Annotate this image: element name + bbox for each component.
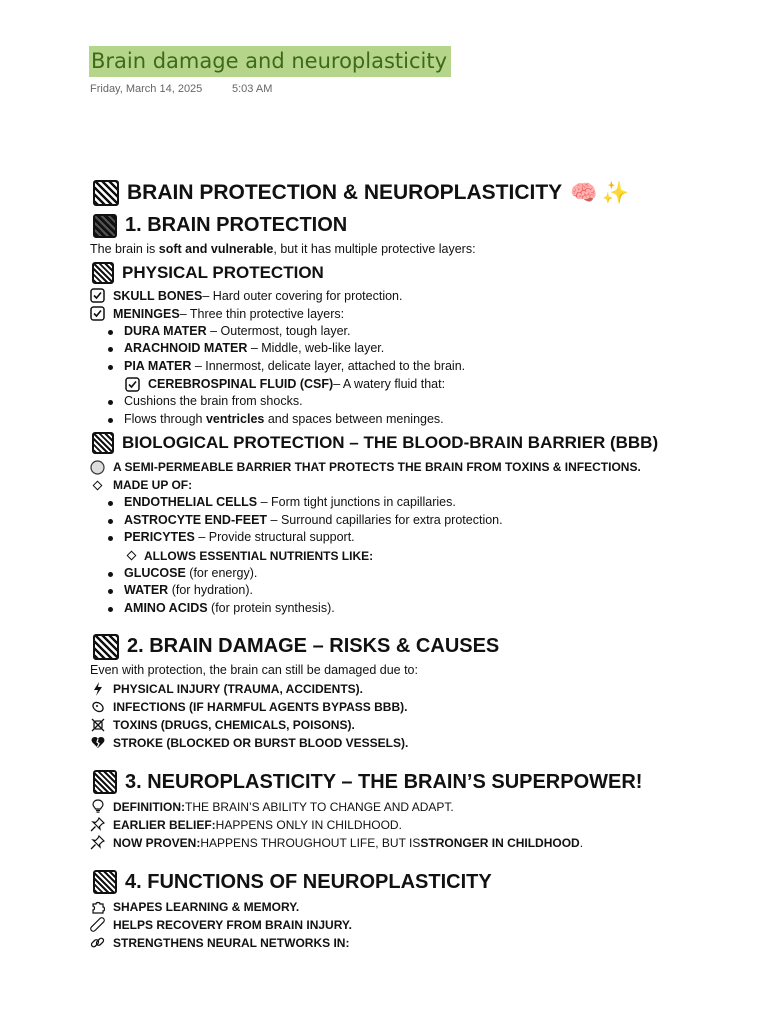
lightning-icon (90, 681, 105, 696)
link-icon (90, 935, 105, 950)
list-item: STRENGTHENS NEURAL NETWORKS IN: (90, 934, 750, 952)
earlier-belief-item: EARLIER BELIEF: HAPPENS ONLY IN CHILDHOOD. (90, 816, 750, 834)
broken-heart-icon (90, 735, 105, 750)
sparkles-icon: ✨ (601, 180, 629, 206)
page-title[interactable]: Brain damage and neuroplasticity (89, 46, 451, 77)
bandage-icon (90, 917, 105, 932)
list-item: PHYSICAL INJURY (TRAUMA, ACCIDENTS). (90, 680, 750, 698)
biological-heading-text: BIOLOGICAL PROTECTION – THE BLOOD-BRAIN BARRIER (BBB) (122, 433, 659, 452)
brain-icon: 🧠 (570, 180, 598, 206)
pushpin-icon (90, 817, 105, 832)
section4-heading (90, 867, 750, 898)
light-bulb-icon (90, 799, 105, 814)
puzzle-icon (90, 899, 105, 914)
check-box-icon (90, 306, 105, 321)
note-content[interactable] (90, 176, 750, 952)
check-box-icon (125, 377, 140, 392)
list-item: Flows through ventricles and spaces between meninges. (90, 411, 750, 429)
now-proven-item: NOW PROVEN: HAPPENS THROUGHOUT LIFE, BUT IS STRONGER IN CHILDHOOD . (90, 834, 750, 852)
list-item: INFECTIONS (IF HARMFUL AGENTS BYPASS BBB). (90, 698, 750, 716)
section3-heading-text: 3. NEUROPLASTICITY – THE BRAIN’S SUPERPOWER! (125, 770, 643, 793)
list-item: PIA MATER – Innermost, delicate layer, attached to the brain. (90, 358, 750, 376)
allows-nutrients: ALLOWS ESSENTIAL NUTRIENTS LIKE: (90, 547, 750, 565)
page-time: 5:03 AM (232, 83, 273, 95)
circle-icon (90, 460, 105, 475)
main-heading (90, 176, 750, 210)
section4-heading-text: 4. FUNCTIONS OF NEUROPLASTICITY (125, 870, 492, 893)
list-item: GLUCOSE (for energy). (90, 565, 750, 583)
list-item: HELPS RECOVERY FROM BRAIN INJURY. (90, 916, 750, 934)
meninges-item: MENINGES – Three thin protective layers: (90, 305, 750, 323)
black-square-icon (93, 214, 117, 238)
list-item: DURA MATER – Outermost, tough layer. (90, 323, 750, 341)
csf-item: CEREBROSPINAL FLUID (CSF) – A watery fluid that: (90, 375, 750, 393)
physical-heading-text: PHYSICAL PROTECTION (122, 262, 324, 282)
section3-heading (90, 767, 750, 798)
section1-heading (90, 210, 750, 241)
list-item: ASTROCYTE END-FEET – Surround capillaries for extra protection. (90, 512, 750, 530)
black-square-icon (93, 180, 119, 206)
hatched-square-icon (93, 770, 117, 794)
list-item: WATER (for hydration). (90, 582, 750, 600)
biological-heading (90, 428, 750, 458)
made-up-of: MADE UP OF: (90, 476, 750, 494)
diamond-icon (90, 478, 105, 493)
definition-item: DEFINITION: THE BRAIN’S ABILITY TO CHANGE AND ADAPT. (90, 798, 750, 816)
black-square-icon (93, 634, 119, 660)
list-item: SHAPES LEARNING & MEMORY. (90, 898, 750, 916)
skull-bones-item: SKULL BONES – Hard outer covering for protection. (90, 287, 750, 305)
pushpin-icon (90, 835, 105, 850)
physical-heading (90, 259, 750, 287)
skull-crossbones-icon (90, 717, 105, 732)
hatched-square-icon (93, 870, 117, 894)
list-item: TOXINS (DRUGS, CHEMICALS, POISONS). (90, 716, 750, 734)
section2-heading (90, 631, 750, 662)
bbb-description: A SEMI-PERMEABLE BARRIER THAT PROTECTS THE BRAIN FROM TOXINS & INFECTIONS. (90, 458, 750, 476)
list-item: AMINO ACIDS (for protein synthesis). (90, 600, 750, 618)
list-item: STROKE (BLOCKED OR BURST BLOOD VESSELS). (90, 734, 750, 752)
list-item: ENDOTHELIAL CELLS – Form tight junctions in capillaries. (90, 494, 750, 512)
main-heading-text: BRAIN PROTECTION & NEUROPLASTICITY (127, 181, 563, 204)
list-item: PERICYTES – Provide structural support. (90, 529, 750, 547)
section2-heading-text: 2. BRAIN DAMAGE – RISKS & CAUSES (127, 635, 500, 657)
section2-intro: Even with protection, the brain can still be damaged due to: (90, 663, 418, 677)
list-item: ARACHNOID MATER – Middle, web-like layer. (90, 340, 750, 358)
check-box-icon (90, 288, 105, 303)
microbe-icon (90, 699, 105, 714)
hatched-square-icon (92, 432, 114, 454)
section1-heading-text: 1. BRAIN PROTECTION (125, 214, 348, 236)
section1-intro: The brain is soft and vulnerable, but it has multiple protective layers: (90, 242, 476, 256)
hatched-square-icon (92, 262, 114, 284)
diamond-icon (127, 551, 137, 561)
list-item: Cushions the brain from shocks. (90, 393, 750, 411)
page-date: Friday, March 14, 2025 (90, 83, 203, 95)
